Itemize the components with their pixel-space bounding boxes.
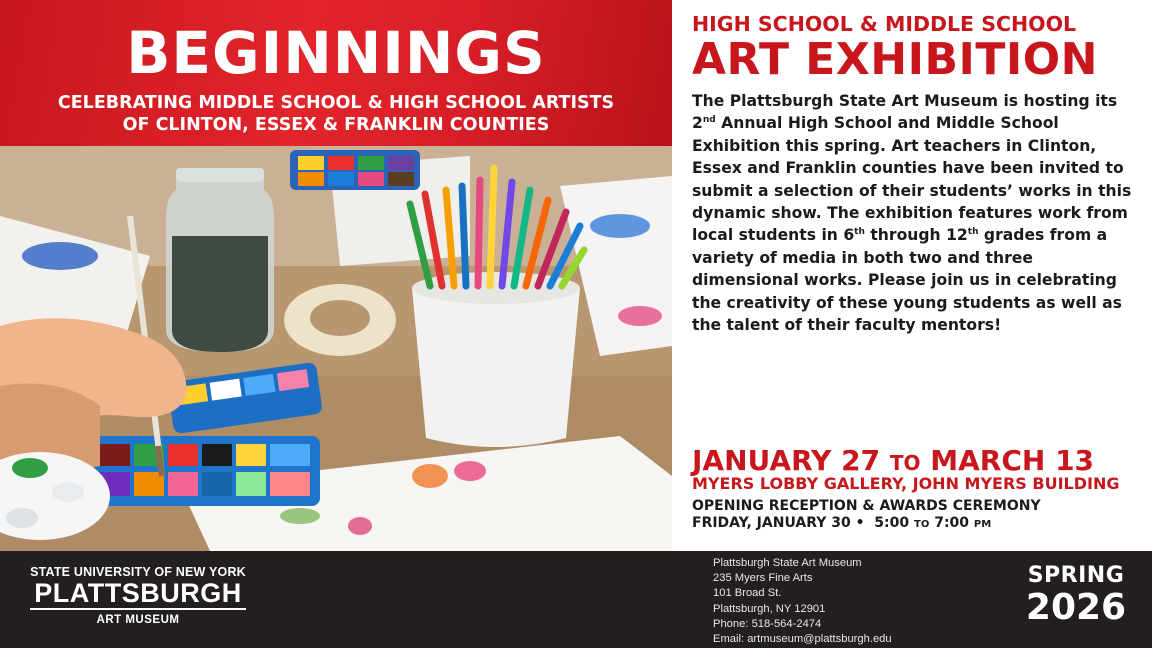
logo-system: STATE UNIVERSITY OF NEW YORK: [30, 565, 246, 579]
art-supplies-photo: [0, 146, 672, 551]
reception-time: [692, 515, 1041, 533]
info-panel: [692, 0, 1142, 551]
exhibition-dates: [692, 444, 1094, 477]
reception-end: 7:00: [934, 515, 970, 531]
address-city: Plattsburgh, NY 12901: [713, 602, 826, 615]
address-phone: Phone: 518-564-2474: [713, 617, 822, 630]
logo-unit: ART MUSEUM: [96, 614, 180, 626]
description-part: The Plattsburgh State Art Museum is hosting its 2: [692, 92, 1118, 133]
ordinal-suffix: nd: [702, 115, 716, 126]
season-year: 2026: [1025, 587, 1127, 628]
ordinal-suffix: th: [854, 227, 865, 238]
venue: MYERS LOBBY GALLERY, JOHN MYERS BUILDING: [692, 474, 1120, 493]
season-word: SPRING: [1027, 563, 1125, 588]
description-part: Annual High School and Middle School Exhibition this spring. Art teachers in Clinton, Essex and Franklin counties have been invited to submit a selection of their students’ works in this dynamic show. The exhibition features work from local students in 6: [692, 114, 1132, 245]
start-date: JANUARY 27: [692, 444, 881, 477]
banner-subtitle: [0, 92, 672, 136]
description-part: grades from a variety of media in both two and three dimensional works. Please join us in celebrating the creativity of these young students as well as the talent of their faculty mentors!: [692, 226, 1122, 335]
reception-title: OPENING RECEPTION & AWARDS CEREMONY: [692, 498, 1041, 514]
exhibition-kicker: HIGH SCHOOL & MIDDLE SCHOOL: [692, 12, 1077, 36]
hero-panel: [0, 0, 672, 551]
logo-name: PLATTSBURGH: [34, 578, 242, 608]
exhibition-description: [692, 90, 1138, 336]
address-org: Plattsburgh State Art Museum: [713, 557, 862, 569]
description-part: through 12: [864, 226, 968, 245]
logo-divider: [30, 608, 246, 610]
address-email: Email: artmuseum@plattsburgh.edu: [713, 633, 892, 646]
banner-subtitle-line1: CELEBRATING MIDDLE SCHOOL & HIGH SCHOOL ARTISTS: [57, 93, 615, 113]
banner-title: BEGINNINGS: [126, 19, 546, 87]
time-separator: TO: [914, 519, 930, 530]
end-date: MARCH 13: [930, 444, 1095, 477]
meridiem: PM: [973, 519, 992, 530]
plattsburgh-logo: [28, 565, 248, 626]
address-street: 101 Broad St.: [713, 587, 782, 600]
ordinal-suffix: th: [967, 227, 979, 238]
reception-info: [692, 498, 1041, 533]
title-banner: [0, 0, 672, 146]
address-building: 235 Myers Fine Arts: [713, 572, 813, 585]
banner-subtitle-line2: OF CLINTON, ESSEX & FRANKLIN COUNTIES: [122, 115, 550, 135]
exhibition-headline: ART EXHIBITION: [692, 34, 1098, 85]
museum-address: [713, 556, 892, 647]
footer-bar: [0, 551, 1152, 648]
reception-start: 5:00: [874, 515, 910, 531]
date-separator: TO: [889, 451, 921, 475]
season-label: [1018, 563, 1134, 628]
reception-day: FRIDAY, JANUARY 30 •: [692, 515, 865, 531]
